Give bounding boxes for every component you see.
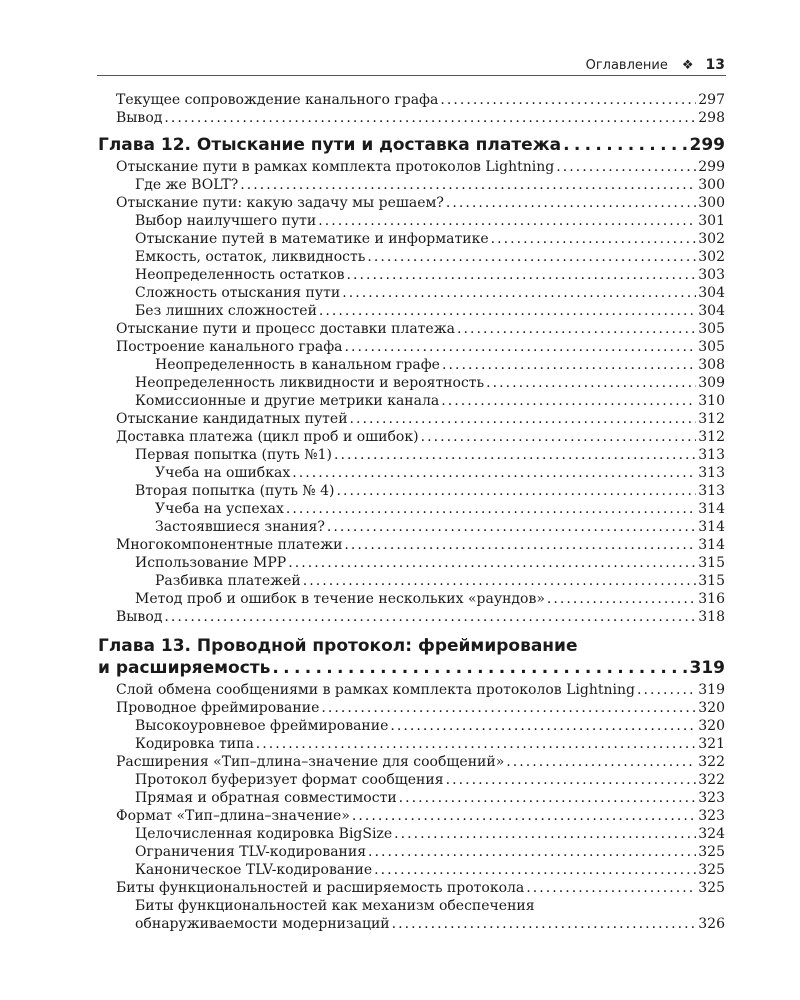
entry-title: Неопределенность ликвидности и вероятность [135,375,485,391]
dot-leader [491,230,697,248]
running-header [98,54,725,76]
entry-page: 321 [698,736,725,752]
dot-leader [288,554,696,572]
entry-title: Разбивка платежей [155,573,301,589]
toc-entry[interactable] [98,176,725,194]
entry-page: 302 [698,231,725,247]
toc-entry[interactable] [98,356,725,374]
toc-entry[interactable] [98,338,725,356]
entry-title: Вторая попытка (путь № 4) [135,483,335,499]
dot-leader [506,753,696,771]
header-section-title: Оглавление [585,57,668,73]
entry-title: Кодировка типа [135,736,254,752]
entry-title: Многокомпонентные платежи [116,537,343,553]
toc-entry[interactable] [98,212,725,230]
entry-title: Где же BOLT? [135,177,239,193]
entry-title: Расширения «Тип–длина–значение для сообщений» [116,754,505,770]
dot-leader [421,428,697,446]
entry-title: Каноническое TLV-кодирование [135,862,373,878]
entry-page: 320 [698,718,725,734]
entry-title: Отыскание кандидатных путей [116,411,348,427]
toc-entry[interactable] [98,717,725,735]
dot-leader [547,590,696,608]
dot-leader [350,410,697,428]
entry-page: 305 [698,321,725,337]
entry-title: Вывод [116,110,163,126]
toc-entry[interactable] [98,536,725,554]
entry-title: Учеба на ошибках [155,465,291,481]
entry-title: Прямая и обратная совместимости [135,790,397,806]
dot-leader [352,807,696,825]
chapter-title-line2: и расширяемость [98,658,271,678]
entry-title: Биты функциональностей и расширяемость протокола [116,880,525,896]
entry-page: 302 [698,249,725,265]
entry-page: 323 [698,790,725,806]
entry-page: 313 [698,447,725,463]
toc-entry[interactable] [98,446,725,464]
dot-leader [556,158,696,176]
entry-title-line2: обнаруживаемости модернизаций [135,916,390,932]
toc-entry[interactable] [98,554,725,572]
chapter-heading-continued[interactable] [98,657,725,679]
entry-page: 322 [698,772,725,788]
entry-title: Без лишних сложностей [135,303,317,319]
entry-title: Первая попытка (путь №1) [135,447,332,463]
toc-entry[interactable] [98,699,725,717]
dot-leader [342,284,696,302]
toc-entry[interactable] [98,464,725,482]
entry-page: 298 [698,110,725,126]
toc-entry[interactable] [98,681,725,699]
entry-title: Емкость, остаток, ликвидность [135,249,366,265]
entry-page: 326 [698,916,725,932]
toc-entry[interactable] [98,590,725,608]
dot-leader [446,771,697,789]
entry-page: 319 [698,682,725,698]
entry-page: 299 [698,159,725,175]
toc-entry[interactable] [98,897,725,915]
entry-title: Неопределенность в канальном графе [155,357,440,373]
entry-page: 315 [698,573,725,589]
chapter-title: Глава 12. Отыскание пути и доставка платежа [98,135,562,155]
dot-leader [334,446,696,464]
entry-page: 324 [698,826,725,842]
dot-leader [164,608,696,626]
chapter-13-entries [98,681,725,897]
toc-entry[interactable] [98,248,725,266]
dot-leader [446,194,696,212]
dot-leader [399,789,697,807]
entry-page: 305 [698,339,725,355]
chapter-heading[interactable] [98,134,725,156]
toc-entry[interactable] [98,518,725,536]
dot-leader [526,879,696,897]
entry-title: Доставка платежа (цикл проб и ошибок) [116,429,419,445]
chapter-page: 299 [689,135,725,155]
toc-pre-entries [98,91,725,127]
toc-entry[interactable] [98,374,725,392]
entry-title: Слой обмена сообщениями в рамках комплекта протоколов Lightning [116,682,635,698]
dot-leader [563,134,687,156]
entry-page: 313 [698,465,725,481]
entry-title: Отыскание пути в рамках комплекта протоколов Lightning [116,159,555,175]
toc-entry[interactable] [98,825,725,843]
toc-entry[interactable] [98,392,725,410]
toc-entry[interactable] [98,843,725,861]
entry-page: 314 [698,537,725,553]
dot-leader [394,825,696,843]
entry-title: Выбор наилучшего пути [135,213,317,229]
toc-entry[interactable] [98,771,725,789]
chapter-page: 319 [689,658,725,678]
entry-title: Проводное фреймирование [116,700,320,716]
entry-page: 315 [698,555,725,571]
entry-page: 301 [698,213,725,229]
dot-leader [392,915,697,933]
entry-title: Вывод [116,609,163,625]
entry-title: Комиссионные и другие метрики канала [135,393,440,409]
dot-leader [303,572,697,590]
entry-page: 304 [698,285,725,301]
entry-page: 325 [698,880,725,896]
entry-page: 300 [698,177,725,193]
toc-entry[interactable] [98,753,725,771]
toc-entry[interactable] [98,482,725,500]
toc-entry[interactable] [98,735,725,753]
entry-page: 323 [698,808,725,824]
entry-page: 325 [698,862,725,878]
entry-page: 318 [698,609,725,625]
entry-page: 310 [698,393,725,409]
toc-entry[interactable] [98,158,725,176]
entry-title: Высокоуровневое фреймирование [135,718,389,734]
entry-title: Сложность отыскания пути [135,285,341,301]
toc-entry[interactable] [98,861,725,879]
dot-leader [441,392,696,410]
entry-title: Формат «Тип–длина–значение» [116,808,350,824]
dot-leader [337,482,697,500]
entry-page: 309 [698,375,725,391]
entry-title: Протокол буферизует формат сообщения [135,772,444,788]
fleuron-icon: ❖ [681,57,694,73]
dot-leader [374,861,696,879]
entry-title: Застоявшиеся знания? [155,519,325,535]
entry-page: 312 [698,411,725,427]
entry-title: Неопределенность остатков [135,267,345,283]
toc-entry[interactable] [98,428,725,446]
toc-entry[interactable] [98,789,725,807]
entry-page: 304 [698,303,725,319]
toc-entry[interactable] [98,91,725,109]
entry-title: Учеба на успехах [155,501,284,517]
dot-leader [327,518,696,536]
toc-entry[interactable] [98,194,725,212]
dot-leader [442,356,696,374]
entry-page: 316 [698,591,725,607]
entry-title-line1: Биты функциональностей как механизм обеспечения [135,898,535,914]
chapter-12-entries [98,158,725,626]
chapter-heading[interactable] [98,635,725,657]
dot-leader [486,374,696,392]
entry-title: Метод проб и ошибок в течение нескольких «раундов» [135,591,545,607]
dot-leader [319,302,696,320]
entry-page: 308 [698,357,725,373]
entry-page: 325 [698,844,725,860]
dot-leader [240,176,696,194]
dot-leader [637,681,696,699]
entry-title: Построение канального графа [116,339,343,355]
entry-page: 322 [698,754,725,770]
dot-leader [457,320,696,338]
entry-page: 300 [698,195,725,211]
toc-entry[interactable] [98,807,725,825]
dot-leader [344,536,696,554]
dot-leader [164,109,696,127]
dot-leader [318,212,696,230]
dot-leader [367,248,696,266]
header-rule [97,75,726,76]
entry-title: Отыскание путей в математике и информатике [135,231,489,247]
entry-title: Использование MPP [135,555,287,571]
entry-page: 314 [698,519,725,535]
dot-leader [440,91,696,109]
entry-title: Отыскание пути и процесс доставки платежа [116,321,455,337]
dot-leader [286,500,696,518]
entry-page: 320 [698,700,725,716]
dot-leader [256,735,696,753]
dot-leader [368,843,696,861]
entry-title: Текущее сопровождение канального графа [116,92,439,108]
dot-leader [345,338,697,356]
toc-entry[interactable] [98,410,725,428]
dot-leader [321,699,696,717]
toc-entry[interactable] [98,500,725,518]
entry-title: Ограничения TLV-кодирования [135,844,367,860]
toc-entry[interactable] [98,572,725,590]
entry-page: 312 [698,429,725,445]
entry-page: 313 [698,483,725,499]
header-page-number: 13 [705,57,725,73]
entry-page: 303 [698,267,725,283]
toc-entry[interactable] [98,230,725,248]
toc-entry[interactable] [98,302,725,320]
table-of-contents [98,91,725,933]
toc-entry-continued[interactable] [98,915,725,933]
toc-entry[interactable] [98,109,725,127]
entry-page: 314 [698,501,725,517]
dot-leader [347,266,697,284]
toc-entry[interactable] [98,320,725,338]
dot-leader [390,717,696,735]
chapter-title-line1: Глава 13. Проводной протокол: фреймирование [98,636,578,656]
toc-entry[interactable] [98,879,725,897]
dot-leader [272,657,687,679]
entry-title: Целочисленная кодировка BigSize [135,826,393,842]
dot-leader [292,464,696,482]
toc-entry[interactable] [98,284,725,302]
toc-entry[interactable] [98,266,725,284]
entry-title: Отыскание пути: какую задачу мы решаем? [116,195,444,211]
toc-entry[interactable] [98,608,725,626]
entry-page: 297 [698,92,725,108]
